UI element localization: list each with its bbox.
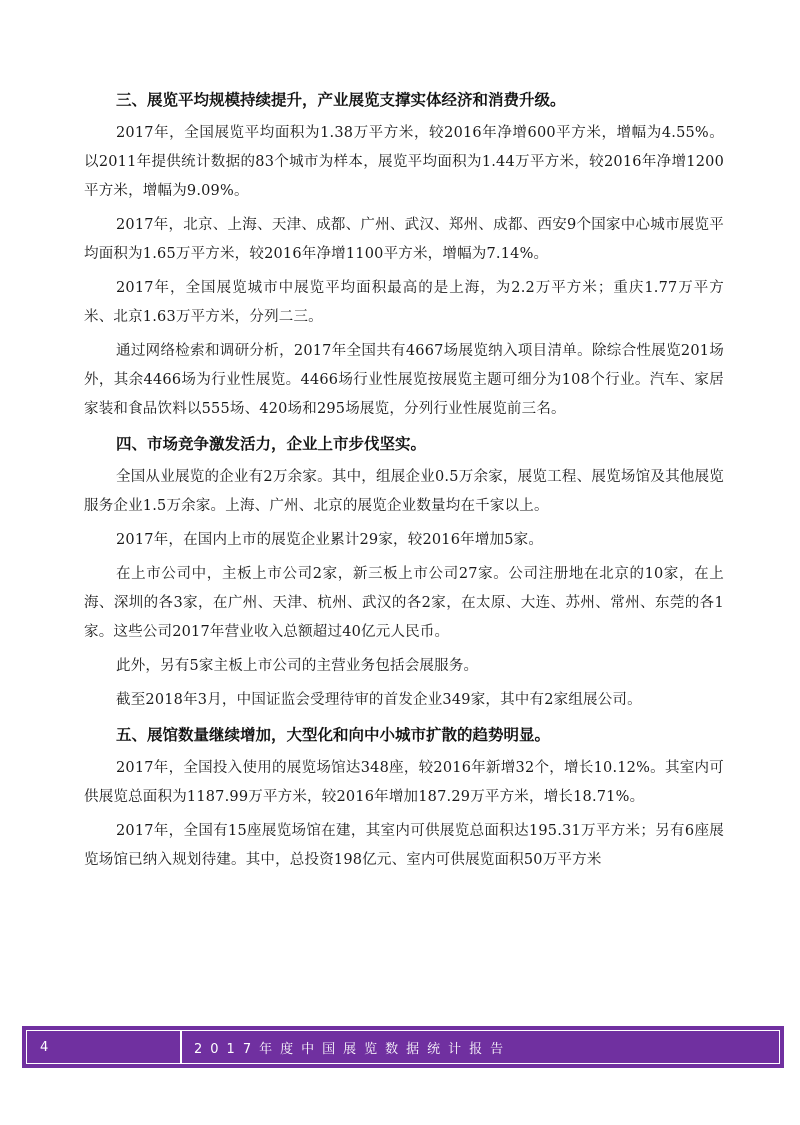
section-heading-3: 三、展览平均规模持续提升，产业展览支撑实体经济和消费升级。 — [116, 91, 566, 109]
section-heading-4: 四、市场竞争激发活力，企业上市步伐坚实。 — [116, 435, 427, 453]
footer-border — [26, 1030, 780, 1064]
paragraph: 2017年，全国有15座展览场馆在建，其室内可供展览总面积达195.31万平方米；另有6座展览场馆已纳入规划待建。其中，总投资198亿元、室内可供展览面积50万平方米 — [84, 823, 724, 868]
page-number: 4 — [40, 1039, 49, 1055]
paragraph: 通过网络检索和调研分析，2017年全国共有4667场展览纳入项目清单。除综合性展览201场外，其余4466场为行业性展览。4466场行业性展览按展览主题可细分为108个行业。汽车、家居家装和食品饮料以555场、420场和295场展览，分列行业性展览前三名。 — [84, 343, 724, 417]
page-content — [84, 86, 724, 875]
section-heading-5: 五、展馆数量继续增加，大型化和向中小城市扩散的趋势明显。 — [116, 726, 551, 744]
paragraph: 2017年，在国内上市的展览企业累计29家，较2016年增加5家。 — [116, 532, 544, 548]
paragraph: 2017年，全国展览平均面积为1.38万平方米，较2016年净增600平方米，增幅为4.55%。以2011年提供统计数据的83个城市为样本，展览平均面积为1.44万平方米，较2016年净增1200平方米，增幅为9.09%。 — [84, 125, 724, 199]
paragraph: 截至2018年3月，中国证监会受理待审的首发企业349家，其中有2家组展公司。 — [116, 692, 642, 708]
page-footer — [22, 1026, 784, 1068]
paragraph: 2017年，全国展览城市中展览平均面积最高的是上海，为2.2万平方米；重庆1.77万平方米、北京1.63万平方米，分列二三。 — [84, 280, 724, 325]
paragraph: 全国从业展览的企业有2万余家。其中，组展企业0.5万余家，展览工程、展览场馆及其他展览服务企业1.5万余家。上海、广州、北京的展览企业数量均在千家以上。 — [84, 469, 724, 514]
paragraph: 2017年，全国投入使用的展览场馆达348座，较2016年新增32个，增长10.12%。其室内可供展览总面积为1187.99万平方米，较2016年增加187.29万平方米，增长18.71%。 — [84, 760, 724, 805]
document-title: 2017年度中国展览数据统计报告 — [194, 1041, 512, 1057]
paragraph: 在上市公司中，主板上市公司2家，新三板上市公司27家。公司注册地在北京的10家，在上海、深圳的各3家，在广州、天津、杭州、武汉的各2家，在太原、大连、苏州、常州、东莞的各1家。这些公司2017年营业收入总额超过40亿元人民币。 — [84, 566, 724, 640]
paragraph: 2017年，北京、上海、天津、成都、广州、武汉、郑州、成都、西安9个国家中心城市展览平均面积为1.65万平方米，较2016年净增1100平方米，增幅为7.14%。 — [84, 217, 724, 262]
paragraph: 此外，另有5家主板上市公司的主营业务包括会展服务。 — [116, 658, 479, 674]
